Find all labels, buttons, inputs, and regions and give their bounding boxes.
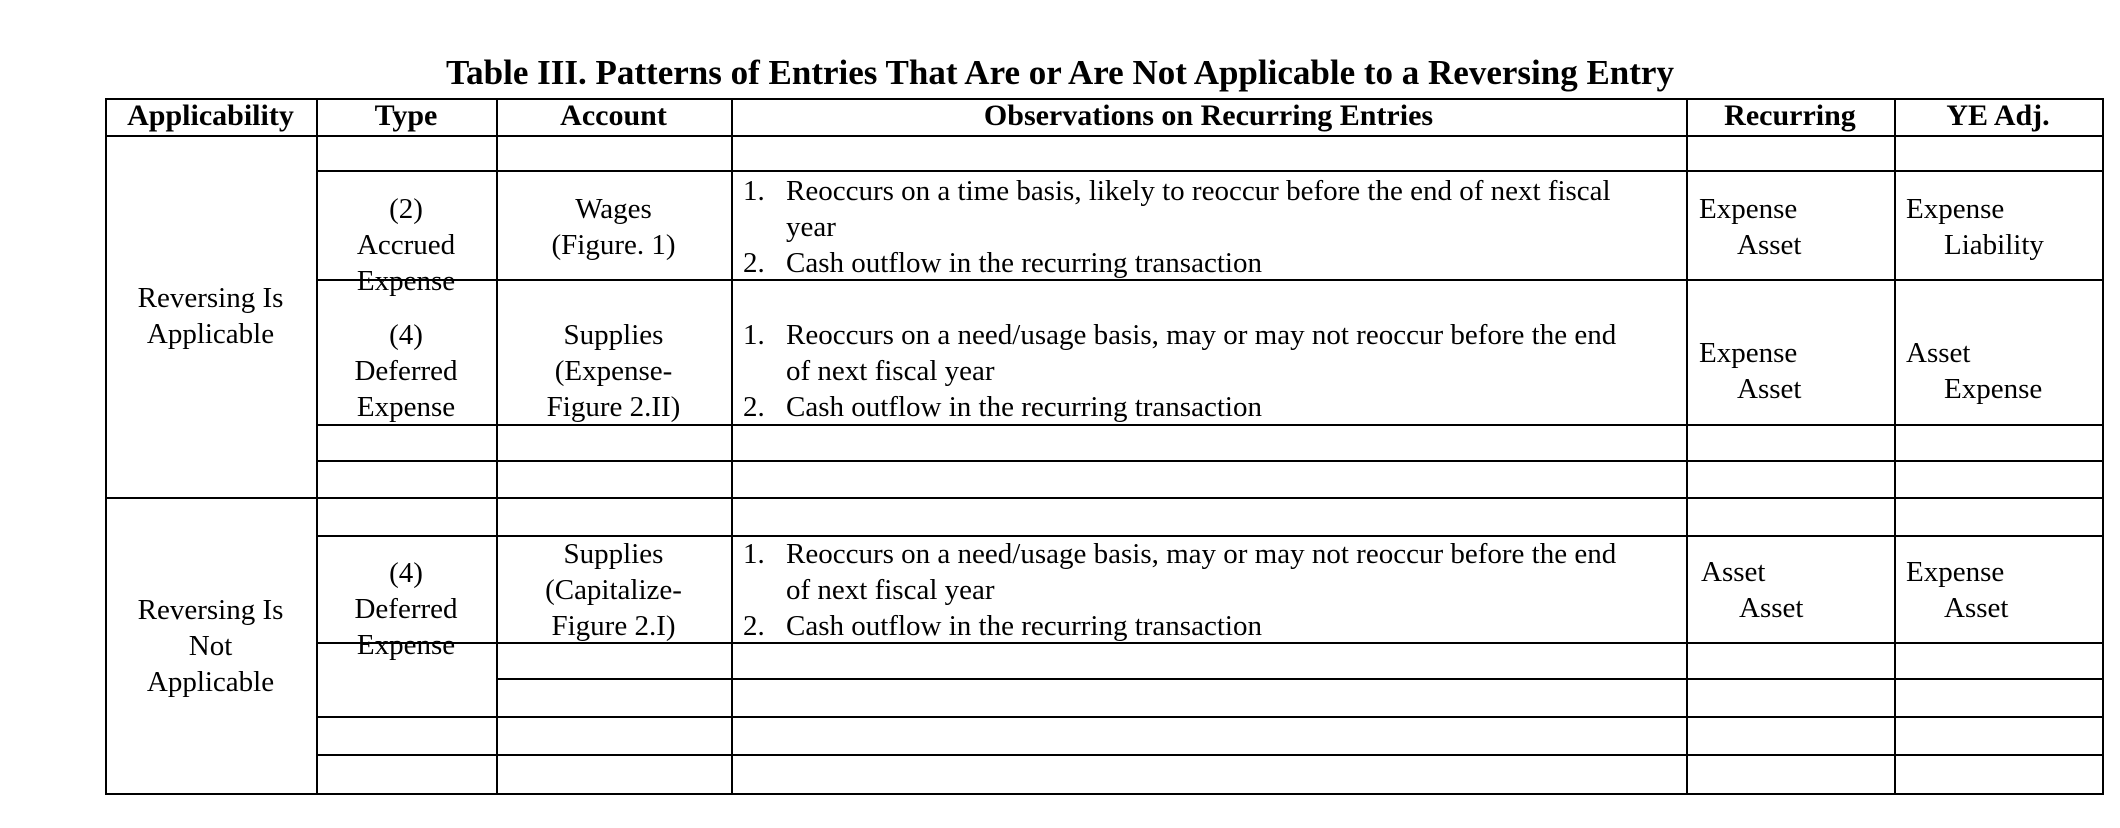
cell-line: Applicable bbox=[146, 318, 275, 350]
table-rule bbox=[105, 135, 2104, 137]
cell-line: (2) bbox=[389, 193, 423, 225]
entry-account: Expense bbox=[1944, 373, 2043, 405]
header-account: Account bbox=[560, 99, 667, 132]
cell-line: (4) bbox=[389, 557, 423, 589]
cell-line: Deferred bbox=[354, 593, 458, 625]
ye-adj-cell bbox=[1906, 191, 2044, 263]
header-observations: Observations on Recurring Entries bbox=[983, 99, 1434, 132]
entry-account: Expense bbox=[1906, 193, 2005, 225]
cell-line: Reversing Is bbox=[137, 594, 284, 626]
account-cell bbox=[496, 317, 731, 425]
observation-line: Reoccurs on a need/usage basis, may or may not reoccur before the end bbox=[786, 538, 1617, 570]
cell-line: (4) bbox=[389, 319, 423, 351]
entry-account: Asset bbox=[1906, 337, 1971, 369]
type-cell bbox=[316, 191, 496, 299]
cell-line: Deferred bbox=[354, 355, 458, 387]
observation-line: Reoccurs on a time basis, likely to reoccur before the end of next fiscal bbox=[786, 175, 1611, 207]
recurring-cell bbox=[1699, 335, 1801, 407]
entry-account: Asset bbox=[1944, 592, 2009, 624]
table-rule bbox=[105, 793, 2104, 795]
observation-line: Cash outflow in the recurring transaction bbox=[786, 247, 1262, 279]
cell-line: Expense bbox=[356, 629, 456, 661]
account-cell bbox=[496, 536, 731, 644]
table-rule bbox=[1894, 98, 1896, 795]
entry-account: Asset bbox=[1737, 373, 1802, 405]
cell-line: Supplies bbox=[563, 538, 664, 570]
cell-line: Figure 2.I) bbox=[551, 610, 676, 642]
entry-account: Liability bbox=[1944, 229, 2044, 261]
header-recurring: Recurring bbox=[1724, 99, 1856, 132]
observation-item bbox=[743, 245, 1673, 281]
applicability-cell bbox=[105, 280, 316, 352]
table-rule bbox=[1686, 98, 1688, 795]
observation-line: year bbox=[786, 211, 836, 243]
cell-line: (Figure. 1) bbox=[551, 229, 676, 261]
observation-number: 2. bbox=[743, 247, 765, 279]
table-rule bbox=[316, 460, 2104, 462]
header-type: Type bbox=[374, 99, 438, 132]
entry-account: Asset bbox=[1737, 229, 1802, 261]
table-rule bbox=[496, 678, 2104, 680]
observation-item bbox=[743, 173, 1673, 245]
entry-account: Asset bbox=[1701, 556, 1766, 588]
entry-account: Expense bbox=[1906, 556, 2005, 588]
ye-adj-cell bbox=[1906, 554, 2008, 626]
header-ye-adj: YE Adj. bbox=[1946, 99, 2050, 132]
observation-number: 1. bbox=[743, 175, 765, 207]
table-rule bbox=[316, 716, 2104, 718]
observation-item bbox=[743, 317, 1673, 389]
observation-line: Reoccurs on a need/usage basis, may or may not reoccur before the end bbox=[786, 319, 1617, 351]
recurring-cell bbox=[1699, 191, 1801, 263]
cell-line: Expense bbox=[356, 265, 456, 297]
observations-list bbox=[743, 317, 1673, 425]
observations-list bbox=[743, 173, 1673, 281]
table-rule bbox=[316, 170, 2104, 172]
observation-line: of next fiscal year bbox=[786, 355, 995, 387]
cell-line: (Expense- bbox=[554, 355, 673, 387]
cell-line: Expense bbox=[356, 391, 456, 423]
entry-account: Asset bbox=[1739, 592, 1804, 624]
observation-number: 1. bbox=[743, 319, 765, 351]
observation-line: Cash outflow in the recurring transaction bbox=[786, 391, 1262, 423]
cell-line: Applicable bbox=[146, 666, 275, 698]
table-title: Table III. Patterns of Entries That Are or Are Not Applicable to a Reversing Entry bbox=[446, 53, 1674, 92]
table-rule bbox=[105, 497, 2104, 499]
recurring-cell bbox=[1701, 554, 1803, 626]
observation-number: 2. bbox=[743, 610, 765, 642]
observation-item bbox=[743, 389, 1673, 425]
observation-line: of next fiscal year bbox=[786, 574, 995, 606]
entry-account: Expense bbox=[1699, 193, 1798, 225]
observation-line: Cash outflow in the recurring transaction bbox=[786, 610, 1262, 642]
applicability-cell bbox=[105, 592, 316, 700]
entry-account: Expense bbox=[1699, 337, 1798, 369]
type-cell bbox=[316, 317, 496, 425]
account-cell bbox=[496, 191, 731, 263]
observation-item bbox=[743, 608, 1673, 644]
table-rule bbox=[731, 98, 733, 795]
cell-line: Reversing Is bbox=[137, 282, 284, 314]
ye-adj-cell bbox=[1906, 335, 2042, 407]
cell-line: (Capitalize- bbox=[545, 574, 682, 606]
header-applicability: Applicability bbox=[127, 99, 294, 132]
cell-line: Wages bbox=[575, 193, 652, 225]
cell-line: Figure 2.II) bbox=[546, 391, 681, 423]
table-rule bbox=[2102, 98, 2104, 795]
cell-line: Not bbox=[188, 630, 233, 662]
type-cell bbox=[316, 555, 496, 663]
observation-number: 2. bbox=[743, 391, 765, 423]
table-rule bbox=[316, 754, 2104, 756]
observations-list bbox=[743, 536, 1673, 644]
observation-item bbox=[743, 536, 1673, 608]
observation-number: 1. bbox=[743, 538, 765, 570]
cell-line: Supplies bbox=[563, 319, 664, 351]
cell-line: Accrued bbox=[356, 229, 456, 261]
